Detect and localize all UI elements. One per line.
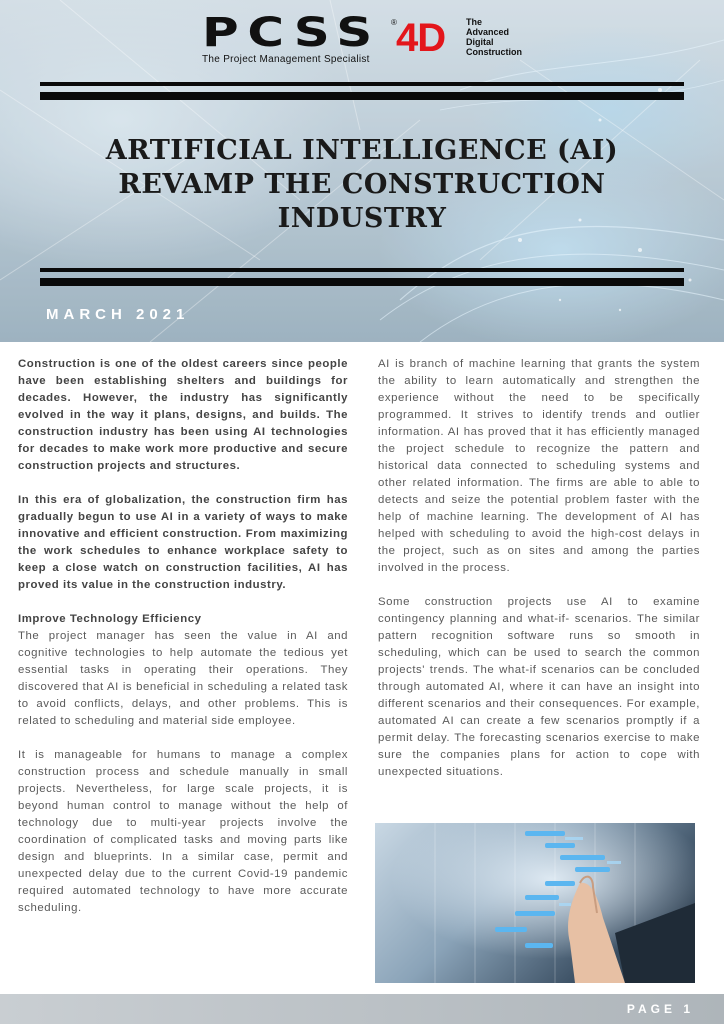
- page-footer: [0, 994, 724, 1024]
- company-logo: [202, 10, 532, 68]
- body-paragraph: It is manageable for humans to manage a complex construction process and schedule manually in small projects. Nevertheless, for large scale projects, it is beyond human control to manage without the help of technology due to multi-year projects involve the coordination of complicated tasks and moving parts like design and blueprints. In a similar case, permit and unexpected delay due to the current Covid-19 pandemic required automated technology to have more accurate scheduling.: [18, 749, 348, 914]
- title-rule-bottom-thin: [40, 278, 684, 286]
- title-line: INDUSTRY: [277, 203, 447, 234]
- logo-product-mark: 4D: [396, 16, 446, 60]
- section-subheading: Improve Technology Efficiency: [18, 613, 202, 625]
- title-rule-bottom-thick: [40, 268, 684, 272]
- title-rule-top-thick: [40, 82, 684, 86]
- header-banner: [0, 0, 724, 342]
- body-paragraph: AI is branch of machine learning that grants the system the ability to learn automatically and strengthen the experience without the need to be specifically programmed. It strives to identify trends and outlier information. AI has proved that it has efficiently managed the project schedule to recognize the pattern and historical data connected to scheduling systems and other related information. The firms are able to able to detects and seize the potential problem faster with the help of machine learning. The development of AI has helped with scheduling to avoid the high-cost delays in the project, such as on sites and among the parties involved in the process.: [378, 358, 700, 574]
- logo-tagline: The Project Management Specialist: [202, 54, 370, 65]
- title-line: ARTIFICIAL INTELLIGENCE (AI): [105, 135, 619, 166]
- logo-product-line: Advanced: [466, 27, 510, 37]
- page-number: PAGE 1: [626, 1002, 694, 1016]
- logo-product-line: Construction: [466, 47, 522, 57]
- body-paragraph: The project manager has seen the value in AI and cognitive technologies to help automate the tedious yet essential tasks in operating their operations. They discovered that AI is beneficial in scheduling a related task to avoid conflicts, delays, and other problems. This is related to scheduling and material side employee.: [18, 630, 348, 727]
- intro-paragraph: In this era of globalization, the construction firm has gradually begun to use AI in a variety of ways to make innovative and efficient construction. From maximizing the work schedules to enhance workplace safety to keep a close watch on construction facilities, AI has proved its value in the construction industry.: [18, 494, 348, 591]
- left-column: [18, 356, 348, 934]
- logo-registered-mark: ®: [391, 18, 397, 27]
- intro-paragraph: Construction is one of the oldest careers since people have been establishing shelters and buildings for decades. However, the industry has significantly evolved in the way it plans, designs, and builds. The construction industry has been using AI technologies for decades to make work more productive and secure construction projects and structures.: [18, 358, 348, 472]
- body-paragraph: Some construction projects use AI to examine contingency planning and what-if- scenarios. The similar pattern recognition software runs so smooth in scheduling, which can be used to search the common projects' trends. The what-if scenarios can be concluded through automated AI, where it can have an insight into different scenarios and their consequences. For example, automated AI can create a few scenarios promptly if a permit delay. The forecasting scenarios exercise to make sure the companies plans for action to cope with unexpected situations.: [378, 596, 700, 778]
- gantt-chart-hand-photo: [375, 823, 695, 983]
- logo-product-description: [466, 17, 546, 57]
- logo-product-line: Digital: [466, 37, 494, 47]
- issue-date: MARCH 2021: [46, 306, 190, 323]
- logo-product-line: The: [466, 17, 483, 27]
- right-column: [378, 356, 700, 798]
- title-rule-top-thin: [40, 92, 684, 100]
- page-title: [40, 134, 684, 236]
- title-line: REVAMP THE CONSTRUCTION: [118, 169, 606, 200]
- photo-illustration: [375, 823, 695, 983]
- logo-brand: PCSS: [202, 10, 382, 56]
